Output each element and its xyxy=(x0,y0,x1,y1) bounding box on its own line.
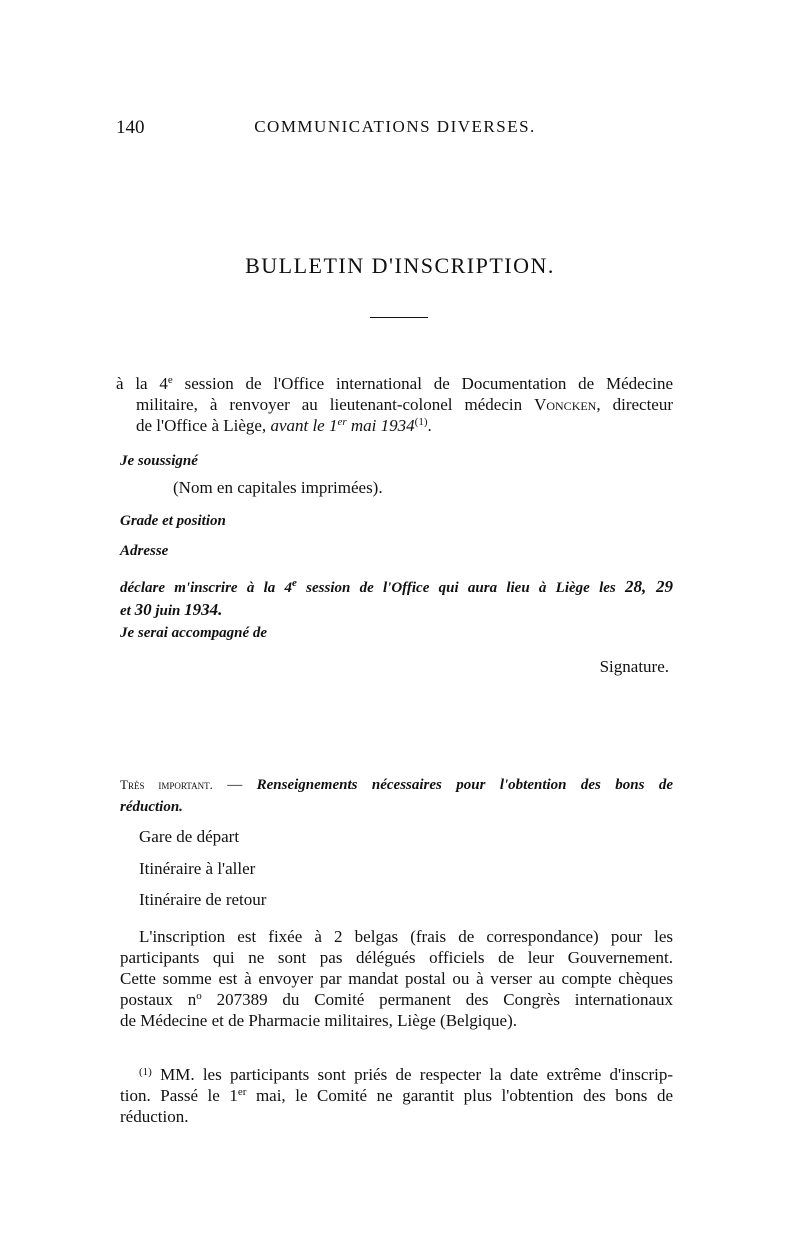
undersigned-label: Je soussigné xyxy=(120,453,198,469)
intro-line-2: militaire, à renvoyer au lieutenant-colonel médecin Voncken, directeur xyxy=(136,395,674,414)
page-number: 140 xyxy=(116,117,145,138)
director-name: Voncken xyxy=(534,395,597,414)
declaration-line-1: déclare m'inscrire à la 4e session de l'Office qui aura lieu à Liège les 28, 29 xyxy=(120,577,674,596)
declaration xyxy=(120,576,673,622)
important-notice xyxy=(120,774,673,818)
footnote xyxy=(120,1064,673,1127)
footnote-line-3: réduction. xyxy=(120,1107,189,1126)
fees-line-1: L'inscription est fixée à 2 belgas (frais de correspondance) pour les xyxy=(139,927,673,946)
footnote-line-1: $^{(1)}$ MM. les participants sont priés de respecter la date extrême d'inscrip- xyxy=(139,1065,673,1084)
fees-line-3: Cette somme est à envoyer par mandat postal ou à verser au compte chèques xyxy=(120,969,673,988)
intro-line-3: de l'Office à Liège, avant le 1er mai 1934$^{(1)}$. xyxy=(136,416,432,435)
footnote-mark: (1) xyxy=(139,1066,152,1078)
footnote-line-2: tion. Passé le 1er mai, le Comité ne garantit plus l'obtention des bons de xyxy=(120,1086,673,1105)
signature-label: Signature. xyxy=(599,657,669,676)
accompanied-label: Je serai accompagné de xyxy=(120,625,268,641)
address-label: Adresse xyxy=(120,543,169,559)
running-header xyxy=(116,117,674,141)
declaration-line-2: et 30 juin 1934. xyxy=(120,600,223,619)
running-title: COMMUNICATIONS DIVERSES. xyxy=(254,117,536,136)
grade-label: Grade et position xyxy=(120,513,226,529)
fees-line-2: participants qui ne sont pas délégués officiels de leur Gouvernement. xyxy=(120,948,673,967)
departure-station-label: Gare de départ xyxy=(139,827,240,846)
intro-line-1: à la 4e session de l'Office international de Documentation de Médecine xyxy=(116,374,673,393)
important-line-2: réduction. xyxy=(120,799,183,815)
important-line-1: Très important. — Renseignements nécessaires pour l'obtention des bons de xyxy=(120,777,674,793)
footnote-reference: (1) xyxy=(414,416,428,428)
intro-paragraph xyxy=(116,373,673,436)
bulletin-title: BULLETIN D'INSCRIPTION. xyxy=(245,253,555,278)
name-hint: (Nom en capitales imprimées). xyxy=(173,478,383,497)
outbound-route-label: Itinéraire à l'aller xyxy=(139,859,256,878)
fees-paragraph xyxy=(120,926,673,1031)
return-route-label: Itinéraire de retour xyxy=(139,890,267,909)
fees-line-5: de Médecine et de Pharmacie militaires, Liège (Belgique). xyxy=(120,1011,517,1030)
fees-line-4: postaux $n^o$ 207389 du Comité permanent des Congrès internationaux xyxy=(120,990,673,1009)
title-divider xyxy=(370,317,428,318)
important-lead: Très important. xyxy=(120,777,213,792)
